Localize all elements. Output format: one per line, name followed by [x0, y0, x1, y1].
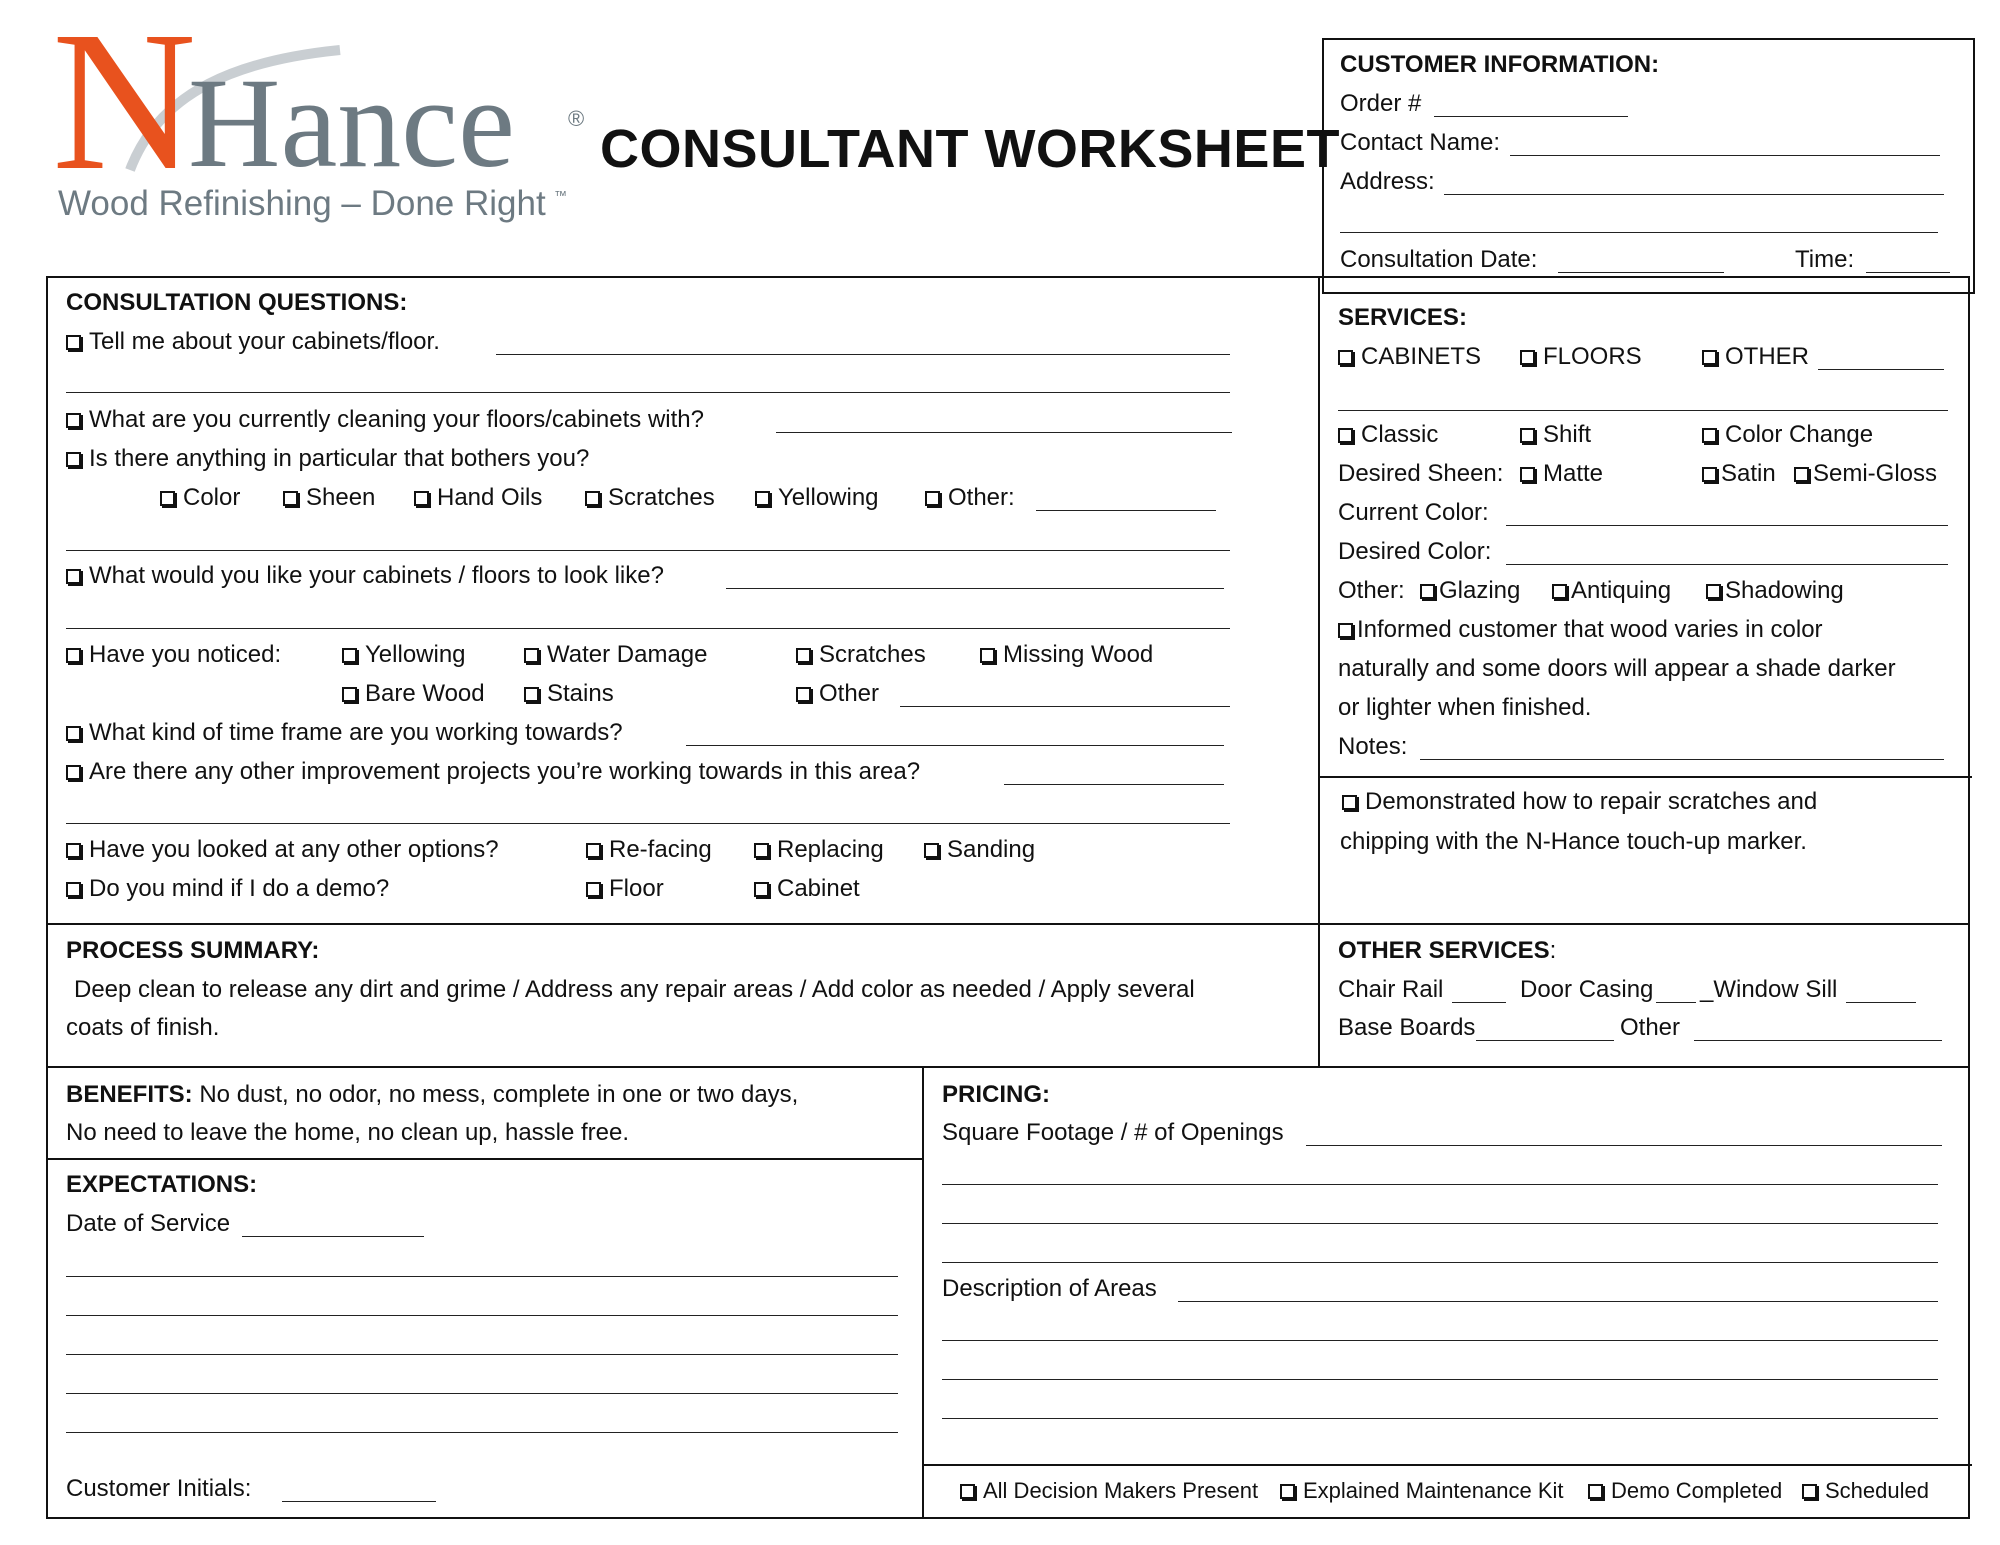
divider-services-demo — [1318, 776, 1972, 778]
checkbox-icon[interactable] — [524, 687, 539, 702]
checkbox-icon[interactable] — [1338, 623, 1353, 638]
noticed-option-scratches[interactable]: Scratches — [796, 640, 926, 670]
base-boards-field[interactable] — [1476, 1040, 1614, 1041]
question-cleaning-checkbox[interactable] — [66, 413, 81, 428]
question-demo-checkbox[interactable] — [66, 882, 81, 897]
check-decision-makers[interactable]: All Decision Makers Present — [960, 1477, 1258, 1505]
checkbox-icon[interactable] — [342, 648, 357, 663]
expectations-line-2[interactable] — [66, 1315, 898, 1316]
service-other-field[interactable] — [1818, 369, 1944, 370]
checkbox-icon[interactable] — [796, 687, 811, 702]
service-shift[interactable]: Shift — [1520, 420, 1591, 450]
chair-rail-field[interactable] — [1452, 1002, 1506, 1003]
sheen-semi-gloss[interactable]: Semi-Gloss — [1794, 459, 1937, 489]
logo-registered-mark: ® — [568, 106, 585, 131]
checkbox-icon[interactable] — [342, 687, 357, 702]
bothers-extra-line[interactable] — [66, 550, 1230, 551]
logo-tagline: Wood Refinishing – Done Right — [58, 184, 546, 223]
question-demo: Do you mind if I do a demo? — [66, 874, 389, 904]
checkbox-icon[interactable] — [1520, 428, 1535, 443]
answer-look-like-field[interactable] — [726, 588, 1224, 589]
description-of-areas-field[interactable] — [1178, 1301, 1938, 1302]
notes-field[interactable] — [1420, 759, 1944, 760]
checkbox-icon[interactable] — [283, 491, 298, 506]
date-of-service-label: Date of Service — [66, 1210, 231, 1237]
informed-customer-line3: or lighter when finished. — [1338, 694, 1592, 721]
current-color-label: Current Color: — [1338, 499, 1489, 526]
checkbox-icon[interactable] — [1280, 1484, 1295, 1499]
contact-name-label: Contact Name: — [1340, 129, 1501, 156]
options-replacing[interactable]: Replacing — [754, 835, 884, 865]
checkbox-icon[interactable] — [160, 491, 175, 506]
logo-word-hance: Hance — [188, 52, 515, 194]
divider-vertical-bottom — [922, 1066, 924, 1519]
order-label: Order # — [1340, 90, 1422, 117]
services-heading: SERVICES: — [1338, 304, 1467, 331]
bothers-option-yellowing[interactable]: Yellowing — [755, 483, 879, 513]
base-boards-label: Base Boards — [1338, 1014, 1476, 1041]
check-scheduled[interactable]: Scheduled — [1802, 1477, 1929, 1505]
checkbox-icon[interactable] — [1702, 467, 1717, 482]
checkbox-icon[interactable] — [585, 491, 600, 506]
desired-color-label: Desired Color: — [1338, 538, 1492, 565]
question-time-frame-checkbox[interactable] — [66, 726, 81, 741]
question-bothers-checkbox[interactable] — [66, 452, 81, 467]
checkbox-icon[interactable] — [1794, 467, 1809, 482]
noticed-option-stains[interactable]: Stains — [524, 679, 614, 709]
question-noticed-checkbox[interactable] — [66, 648, 81, 663]
checkbox-icon[interactable] — [1702, 350, 1717, 365]
answer-look-like-line2[interactable] — [66, 628, 1230, 629]
description-of-areas-label: Description of Areas — [942, 1275, 1157, 1302]
door-casing-field[interactable] — [1656, 1002, 1696, 1003]
checkbox-icon[interactable] — [960, 1484, 975, 1499]
time-label: Time: — [1795, 246, 1855, 273]
checkbox-icon[interactable] — [754, 843, 769, 858]
demonstrated-repair-line2: chipping with the N-Hance touch-up marker. — [1340, 828, 1807, 855]
pricing-heading: PRICING: — [942, 1081, 1050, 1108]
bothers-option-scratches[interactable]: Scratches — [585, 483, 715, 513]
checkbox-icon[interactable] — [586, 882, 601, 897]
chair-rail-label: Chair Rail — [1338, 976, 1444, 1003]
bothers-option-color[interactable]: Color — [160, 483, 240, 513]
informed-customer-item[interactable]: Informed customer that wood varies in color — [1338, 615, 1823, 645]
noticed-option-other[interactable]: Other — [796, 679, 879, 709]
answer-cleaning-field[interactable] — [776, 432, 1232, 433]
demo-option-floor[interactable]: Floor — [586, 874, 664, 904]
divider-benefits — [46, 1066, 1970, 1068]
checkbox-icon[interactable] — [925, 491, 940, 506]
bothers-option-other[interactable]: Other: — [925, 483, 1015, 513]
other-finish-label: Other: — [1338, 577, 1405, 604]
answer-cabinets-floor-line2[interactable] — [66, 392, 1230, 393]
expectations-heading: EXPECTATIONS: — [66, 1171, 258, 1198]
other-service-label: Other — [1620, 1014, 1681, 1041]
pricing-line-3[interactable] — [942, 1262, 1938, 1263]
checkbox-icon[interactable] — [1588, 1484, 1603, 1499]
divider-process — [46, 923, 1970, 925]
square-footage-label: Square Footage / # of Openings — [942, 1119, 1284, 1146]
question-other-projects: Are there any other improvement projects you’re working towards in this area? — [66, 757, 920, 787]
checkbox-icon[interactable] — [1338, 350, 1353, 365]
question-cleaning: What are you currently cleaning your floors/cabinets with? — [66, 405, 704, 435]
divider-vertical-right — [1318, 276, 1320, 1066]
service-extra-line[interactable] — [1338, 410, 1948, 411]
question-look-like-checkbox[interactable] — [66, 569, 81, 584]
checkbox-icon[interactable] — [1520, 350, 1535, 365]
answer-other-projects-line2[interactable] — [66, 823, 1230, 824]
areas-line-2[interactable] — [942, 1379, 1938, 1380]
address-label: Address: — [1340, 168, 1435, 195]
check-maintenance-kit[interactable]: Explained Maintenance Kit — [1280, 1477, 1564, 1505]
service-floors[interactable]: FLOORS — [1520, 342, 1642, 372]
bothers-other-field[interactable] — [1036, 510, 1216, 511]
question-bothers: Is there anything in particular that bothers you? — [66, 444, 589, 474]
question-cabinets-floor: Tell me about your cabinets/floor. — [66, 327, 440, 357]
sheen-satin[interactable]: Satin — [1702, 459, 1776, 489]
bothers-option-hand-oils[interactable]: Hand Oils — [414, 483, 542, 513]
checkbox-icon[interactable] — [755, 491, 770, 506]
checkbox-icon[interactable] — [414, 491, 429, 506]
checkbox-icon[interactable] — [1520, 467, 1535, 482]
address-field-line2[interactable] — [1340, 232, 1938, 233]
process-summary-line1: Deep clean to release any dirt and grime / Address any repair areas / Add color as needed / Apply several — [74, 976, 1195, 1003]
question-noticed: Have you noticed: — [66, 640, 281, 670]
benefits-line2: No need to leave the home, no clean up, hassle free. — [66, 1119, 630, 1146]
checkbox-icon[interactable] — [796, 648, 811, 663]
desired-color-field[interactable] — [1506, 564, 1948, 565]
address-field[interactable] — [1444, 194, 1944, 195]
question-cabinets-floor-checkbox[interactable] — [66, 335, 81, 350]
checkbox-icon[interactable] — [1420, 584, 1435, 599]
window-sill-field[interactable] — [1846, 1002, 1916, 1003]
noticed-option-water-damage[interactable]: Water Damage — [524, 640, 708, 670]
checkbox-icon[interactable] — [754, 882, 769, 897]
checkbox-icon[interactable] — [1702, 428, 1717, 443]
demonstrated-repair-item[interactable]: Demonstrated how to repair scratches and — [1342, 787, 1817, 817]
checkbox-icon[interactable] — [1802, 1484, 1817, 1499]
contact-name-field[interactable] — [1510, 155, 1940, 156]
pricing-line-2[interactable] — [942, 1223, 1938, 1224]
checkbox-icon[interactable] — [924, 843, 939, 858]
consultation-date-label: Consultation Date: — [1340, 246, 1538, 273]
window-sill-label: _Window Sill — [1700, 976, 1838, 1003]
answer-other-projects-field[interactable] — [1004, 784, 1224, 785]
finish-glazing[interactable]: Glazing — [1420, 576, 1520, 606]
noticed-other-field[interactable] — [900, 706, 1230, 707]
logo-trademark: ™ — [554, 188, 567, 203]
informed-customer-line2: naturally and some doors will appear a shade darker — [1338, 655, 1896, 682]
notes-label: Notes: — [1338, 733, 1408, 760]
answer-time-frame-field[interactable] — [686, 745, 1224, 746]
expectations-line-3[interactable] — [66, 1354, 898, 1355]
finish-antiquing[interactable]: Antiquing — [1552, 576, 1671, 606]
divider-expectations — [46, 1158, 922, 1160]
process-summary-line2: coats of finish. — [66, 1014, 220, 1041]
current-color-field[interactable] — [1506, 525, 1948, 526]
expectations-line-5[interactable] — [66, 1432, 898, 1433]
pricing-line-1[interactable] — [942, 1184, 1938, 1185]
options-refacing[interactable]: Re-facing — [586, 835, 712, 865]
consultation-date-field[interactable] — [1558, 272, 1724, 273]
check-demo-completed[interactable]: Demo Completed — [1588, 1477, 1782, 1505]
expectations-line-1[interactable] — [66, 1276, 898, 1277]
service-cabinets[interactable]: CABINETS — [1338, 342, 1481, 372]
checkbox-icon[interactable] — [1342, 795, 1357, 810]
service-color-change[interactable]: Color Change — [1702, 420, 1873, 450]
areas-line-1[interactable] — [942, 1340, 1938, 1341]
noticed-option-missing-wood[interactable]: Missing Wood — [980, 640, 1153, 670]
door-casing-label: Door Casing — [1520, 976, 1654, 1003]
noticed-option-yellowing[interactable]: Yellowing — [342, 640, 466, 670]
checkbox-icon[interactable] — [586, 843, 601, 858]
benefits-line1: BENEFITS: No dust, no odor, no mess, complete in one or two days, — [66, 1081, 799, 1108]
date-of-service-field[interactable] — [242, 1236, 424, 1237]
other-service-field[interactable] — [1694, 1040, 1942, 1041]
desired-sheen-label: Desired Sheen: — [1338, 460, 1504, 487]
other-services-heading: OTHER SERVICES: — [1338, 937, 1557, 964]
logo-letter-n: N — [52, 0, 197, 212]
sheen-matte[interactable]: Matte — [1520, 459, 1603, 489]
question-time-frame: What kind of time frame are you working towards? — [66, 718, 623, 748]
customer-initials-label: Customer Initials: — [66, 1475, 252, 1502]
checkbox-icon[interactable] — [1338, 428, 1353, 443]
demo-option-cabinet[interactable]: Cabinet — [754, 874, 860, 904]
checkbox-icon[interactable] — [1706, 584, 1721, 599]
question-other-options: Have you looked at any other options? — [66, 835, 499, 865]
service-classic[interactable]: Classic — [1338, 420, 1438, 450]
bothers-option-sheen[interactable]: Sheen — [283, 483, 375, 513]
square-footage-field[interactable] — [1306, 1145, 1942, 1146]
page-title: CONSULTANT WORKSHEET — [600, 119, 1340, 179]
checkbox-icon[interactable] — [1552, 584, 1567, 599]
options-sanding[interactable]: Sanding — [924, 835, 1035, 865]
answer-cabinets-floor-field[interactable] — [496, 354, 1230, 355]
expectations-line-4[interactable] — [66, 1393, 898, 1394]
process-summary-heading: PROCESS SUMMARY: — [66, 937, 320, 964]
finish-shadowing[interactable]: Shadowing — [1706, 576, 1844, 606]
areas-line-3[interactable] — [942, 1418, 1938, 1419]
question-look-like: What would you like your cabinets / floors to look like? — [66, 561, 664, 591]
question-other-projects-checkbox[interactable] — [66, 765, 81, 780]
checkbox-icon[interactable] — [980, 648, 995, 663]
noticed-option-bare-wood[interactable]: Bare Wood — [342, 679, 485, 709]
consultation-questions-heading: CONSULTATION QUESTIONS: — [66, 289, 408, 316]
question-other-options-checkbox[interactable] — [66, 843, 81, 858]
customer-initials-field[interactable] — [282, 1501, 436, 1502]
divider-footer-checks — [922, 1464, 1972, 1466]
time-field[interactable] — [1866, 272, 1950, 273]
service-other[interactable]: OTHER — [1702, 342, 1809, 372]
order-field[interactable] — [1434, 116, 1628, 117]
checkbox-icon[interactable] — [524, 648, 539, 663]
customer-info-heading: CUSTOMER INFORMATION: — [1340, 51, 1660, 78]
